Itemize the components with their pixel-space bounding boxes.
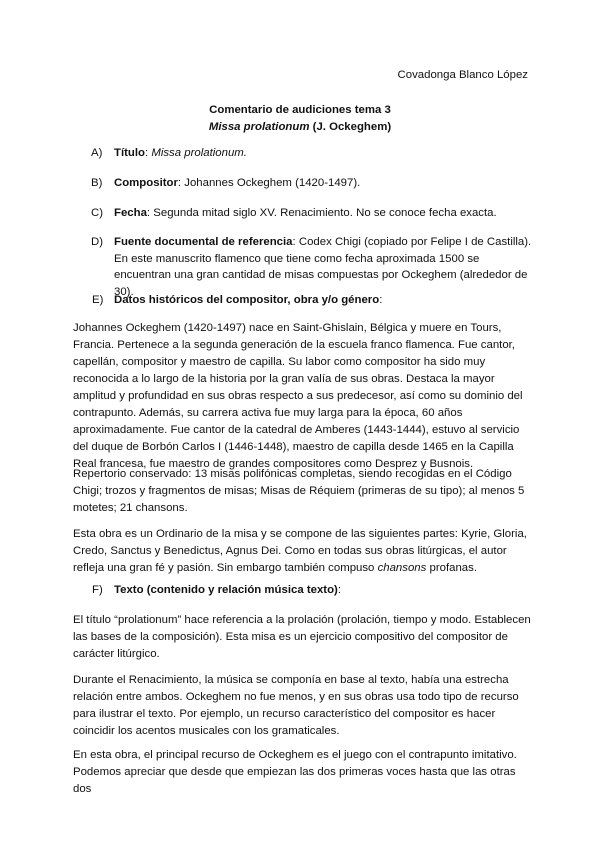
section-separator: : [337,584,342,596]
section-letter: E) [92,294,104,306]
item-value: Codex Chigi (copiado por Felipe I de Castilla). En este manuscrito flamenco que tiene como fecha aproximada 1500 se encuentran una gran cantidad de misas compuestas por Ockeghem (alrededor de 30). [114,236,532,298]
section-separator: : [379,294,383,306]
paragraph-text: Esta obra es un Ordinario de la misa y se compone de las siguientes partes: Kyrie, Gloria, Credo, Sanctus y Benedictus, Agnus Dei. Como en todas sus obras litúrgicas, el autor refleja una gran fé y pasión. Sin embargo también compuso [73,528,527,574]
section-title: Texto (contenido y relación música texto) [114,584,338,596]
paragraph-text-end: profanas. [426,562,477,574]
paragraph-biography: Johannes Ockeghem (1420-1497) nace en Saint-Ghislain, Bélgica y muere en Tours, Francia. Pertenece a la segunda generación de la escuela franco flamenca. Fue cantor, capellán, compositor y maestro de capilla. Su labor como compositor ha sido muy reconocida a lo largo de la historia por la gran valía de sus obras. Destaca la mayor amplitud y profundidad en sus obras respecto a sus predecesor, así como su dominio del contrapunto. Además, su carrera activa fue muy larga para la época, 60 años aproximadamente. Fue cantor de la catedral de Amberes (1443-1444), estuvo al servicio del duque de Borbón Carlos I (1446-1448), maestro de capilla desde 1465 en la Capilla Real francesa, fue maestro de grandes compositores como Desprez y Busnois. [73,322,523,470]
item-letter: A) [91,147,103,159]
paragraph-repertorio: Repertorio conservado: 13 misas polifónicas completas, siendo recogidas en el Código Chigi; trozos y fragmentos de misas; Misas de Réquiem (primeras de su tipo); al menos 5 motetes; 21 chansons. [73,468,525,514]
item-value: Missa prolationum. [151,147,247,159]
item-label: Título [114,147,145,159]
item-label: Fecha [114,207,147,219]
item-separator: : [146,207,154,219]
item-fecha [93,205,533,222]
item-separator: : [177,177,185,189]
paragraph-renacimiento: Durante el Renacimiento, la música se componía en base al texto, había una estrecha relación entre ambos. Ockeghem no fue menos, y en sus obras usa todo tipo de recurso para ilustrar el texto. Por ejemplo, un recurso característico del compositor es hacer coincidir los acentos musicales con los gramaticales. [73,674,519,737]
item-separator: : [292,236,299,248]
item-letter: B) [91,177,103,189]
item-value: Johannes Ockeghem (1420-1497). [184,177,361,189]
document-title [0,102,600,136]
section-letter: F) [92,584,103,596]
item-fuente-documental [93,234,533,300]
item-separator: : [145,147,152,159]
work-title-rest: (J. Ockeghem) [309,121,392,133]
paragraph-contrapunto: En esta obra, el principal recurso de Ockeghem es el juego con el contrapunto imitativo. Podemos apreciar que desde que empiezan las dos primeras voces hasta que las otras dos [73,749,517,795]
item-letter: C) [91,207,104,219]
paragraph-prolationum: El título “prolationum” hace referencia a la prolación (prolación, tiempo y modo. Establecen las bases de la composición). Esta misa es un ejercicio compositivo del compositor de carácter litúrgico. [73,614,531,660]
title-line-1: Comentario de audiciones tema 3 [209,104,391,116]
work-title-italic: Missa prolationum [208,121,310,133]
section-heading-f [92,584,341,596]
title-line-2 [0,119,600,136]
section-heading-e [92,294,382,306]
item-label: Compositor [114,177,178,189]
item-value: Segunda mitad siglo XV. Renacimiento. No se conoce fecha exacta. [153,207,497,219]
paragraph-italic-term: chansons [377,562,427,574]
paragraph-ordinario [73,526,533,577]
item-letter: D) [91,236,104,248]
item-label: Fuente documental de referencia [114,236,293,248]
item-titulo [93,145,533,162]
section-title: Datos históricos del compositor, obra y/o género [114,294,380,306]
author-name: Covadonga Blanco López [397,69,528,81]
item-compositor [93,175,533,192]
